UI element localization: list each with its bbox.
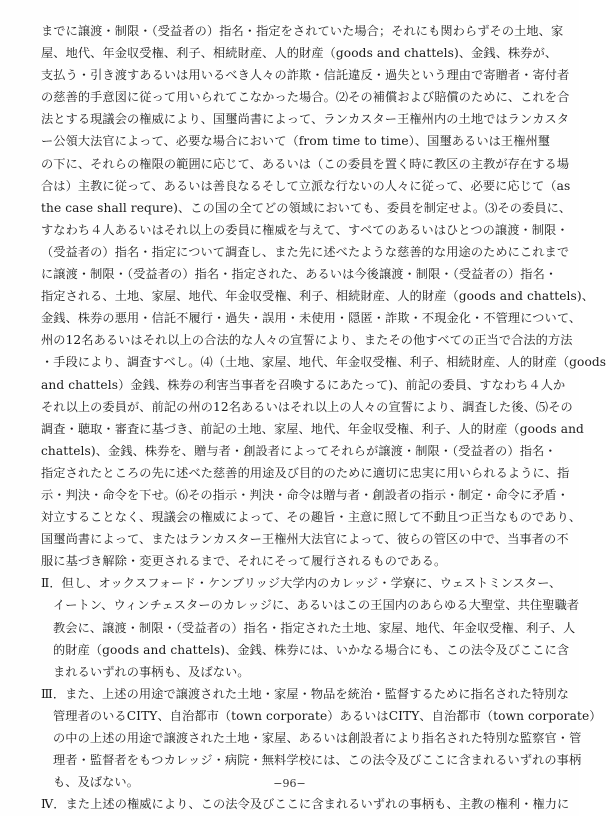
- text-line: 国璽尚書によって、またはランカスター王権州大法官によって、彼らの管区の中で、当事者の不: [41, 532, 569, 547]
- body-text: [41, 20, 606, 815]
- text-line: 的財産（goods and chattels)、金銭、株券には、いかなる場合にも、この法令及びここに含: [53, 642, 570, 657]
- text-line: まれるいずれの事柄も、及ばない。: [53, 664, 250, 679]
- text-line: chattels)、金銭、株券を、贈与者・創設者によってそれらが譲渡・制限・（受益者の）指名・: [41, 443, 557, 458]
- text-line: 屋、地代、年金収受権、利子、相続財産、人的財産（goods and chattels)、金銭、株券が、: [41, 46, 558, 61]
- text-line: ・手段により、調査すべし。⑷（土地、家屋、地代、年金収受権、利子、相続財産、人的財産（goods: [41, 355, 606, 370]
- text-line: 合は）主教に従って、あるいは善良なるそして立派な行ないの人々に従って、必要に応じて（as: [41, 178, 571, 193]
- text-line: の下に、それらの権限の範囲に応じて、あるいは（この委員を置く時に教区の主教が存在する場: [41, 156, 570, 171]
- text-line: 教会に、譲渡・制限・（受益者の）指名・指定された土地、家屋、地代、年金収受権、利子、人: [53, 620, 576, 635]
- text-line: イートン、ウィンチェスターのカレッジに、あるいはこの王国内のあらゆる大聖堂、共住聖職者: [53, 598, 580, 613]
- text-line: すなわち４人あるいはそれ以上の委員に権威を与えて、すべてのあるいはひとつの譲渡・制限・: [41, 222, 569, 237]
- text-line: それ以上の委員が、前記の州の12名あるいはそれ以上の人々の宣誓により、調査した後、⑸その: [41, 399, 573, 414]
- section-heading-line: Ⅲ．また、上述の用途で譲渡された土地・家屋・物品を統治・監督するために指名された特別な: [41, 686, 569, 701]
- text-line: 州の12名あるいはそれ以上の合法的な人々の宣誓により、またその他すべての正当で合法的方法: [41, 333, 573, 348]
- text-line: 服に基づき解除・変更されるまで、それにそって履行されるものである。: [41, 554, 447, 569]
- text-line: 指定される、土地、家屋、地代、年金収受権、利子、相続財産、人的財産（goods and chattels)、: [41, 289, 595, 304]
- text-line: 指定されたところの先に述べた慈善的用途及び目的のために適切に忠実に用いられるように、指: [41, 465, 570, 480]
- text-line: 法とする現議会の権威により、国璽尚書によって、ランカスター王権州内の土地ではランカスタ: [41, 112, 570, 127]
- page-number: −96−: [273, 777, 306, 790]
- text-line: に譲渡・制限・（受益者の）指名・指定された、あるいは今後譲渡・制限・（受益者の）指名・: [41, 267, 558, 282]
- text-line: 調査・聴取・審査に基づき、前記の土地、家屋、地代、年金収受権、利子、人的財産（goods and: [41, 421, 584, 436]
- section-heading-line: Ⅳ．また上述の権威により、この法令及びここに含まれるいずれの事柄も、主教の権利・権力に: [41, 797, 570, 812]
- text-line: 金銭、株券の悪用・信託不履行・過失・誤用・未使用・隠匿・詐欺・不現金化・不管理について、: [41, 311, 582, 326]
- text-line: 理者・監督者をもつカレッジ・病院・無料学校には、この法令及びここに含まれるいずれの事柄: [53, 753, 582, 768]
- text-line: 管理者のいるCITY、自治都市（town corporate）あるいはCITY、自治都市（town corporate）: [53, 708, 602, 723]
- text-line: 支払う・引き渡すあるいは用いるべき人々の詐欺・信託違反・過失という理由で寄贈者・寄付者: [41, 68, 570, 83]
- text-line: の中の上述の用途で譲渡された土地・家屋、あるいは創設者により指名された特別な監察官・管: [53, 731, 582, 745]
- text-line: 対立することなく、現議会の権威によって、その趣旨・主意に照して不動且つ正当なものであり、: [41, 510, 582, 525]
- text-line: the case shall requre)、この国の全てどの領域においても、委員を制定せよ。⑶その委員に、: [41, 200, 572, 215]
- text-line: までに譲渡・制限・（受益者の）指名・指定をされていた場合；それにも関わらずその土地、家: [41, 24, 564, 38]
- text-line: ー公領大法官によって、必要な場合において（from time to time）、国璽あるいは王権州璽: [41, 134, 551, 149]
- text-line: （受益者の）指名・指定について調査し、また先に述べたような慈善的な用途のためにこれまで: [41, 244, 570, 259]
- text-line: の慈善的手意図に従って用いられてこなかった場合。⑵その補償および賠償のために、これを合: [41, 90, 570, 105]
- text-line: も、及ばない。: [53, 775, 140, 790]
- text-line: 示・判決・命令を下せ。⑹その指示・判決・命令は贈与者・創設者の指示・制定・命令に矛盾・: [41, 487, 569, 502]
- section-heading-line: Ⅱ．但し、オックスフォード・ケンブリッジ大学内のカレッジ・学寮に、ウェストミンスター、: [41, 576, 562, 591]
- text-line: and chattels）金銭、株券の利害当事者を召喚するにあたって)、前記の委員、すなわち４人か: [41, 377, 566, 392]
